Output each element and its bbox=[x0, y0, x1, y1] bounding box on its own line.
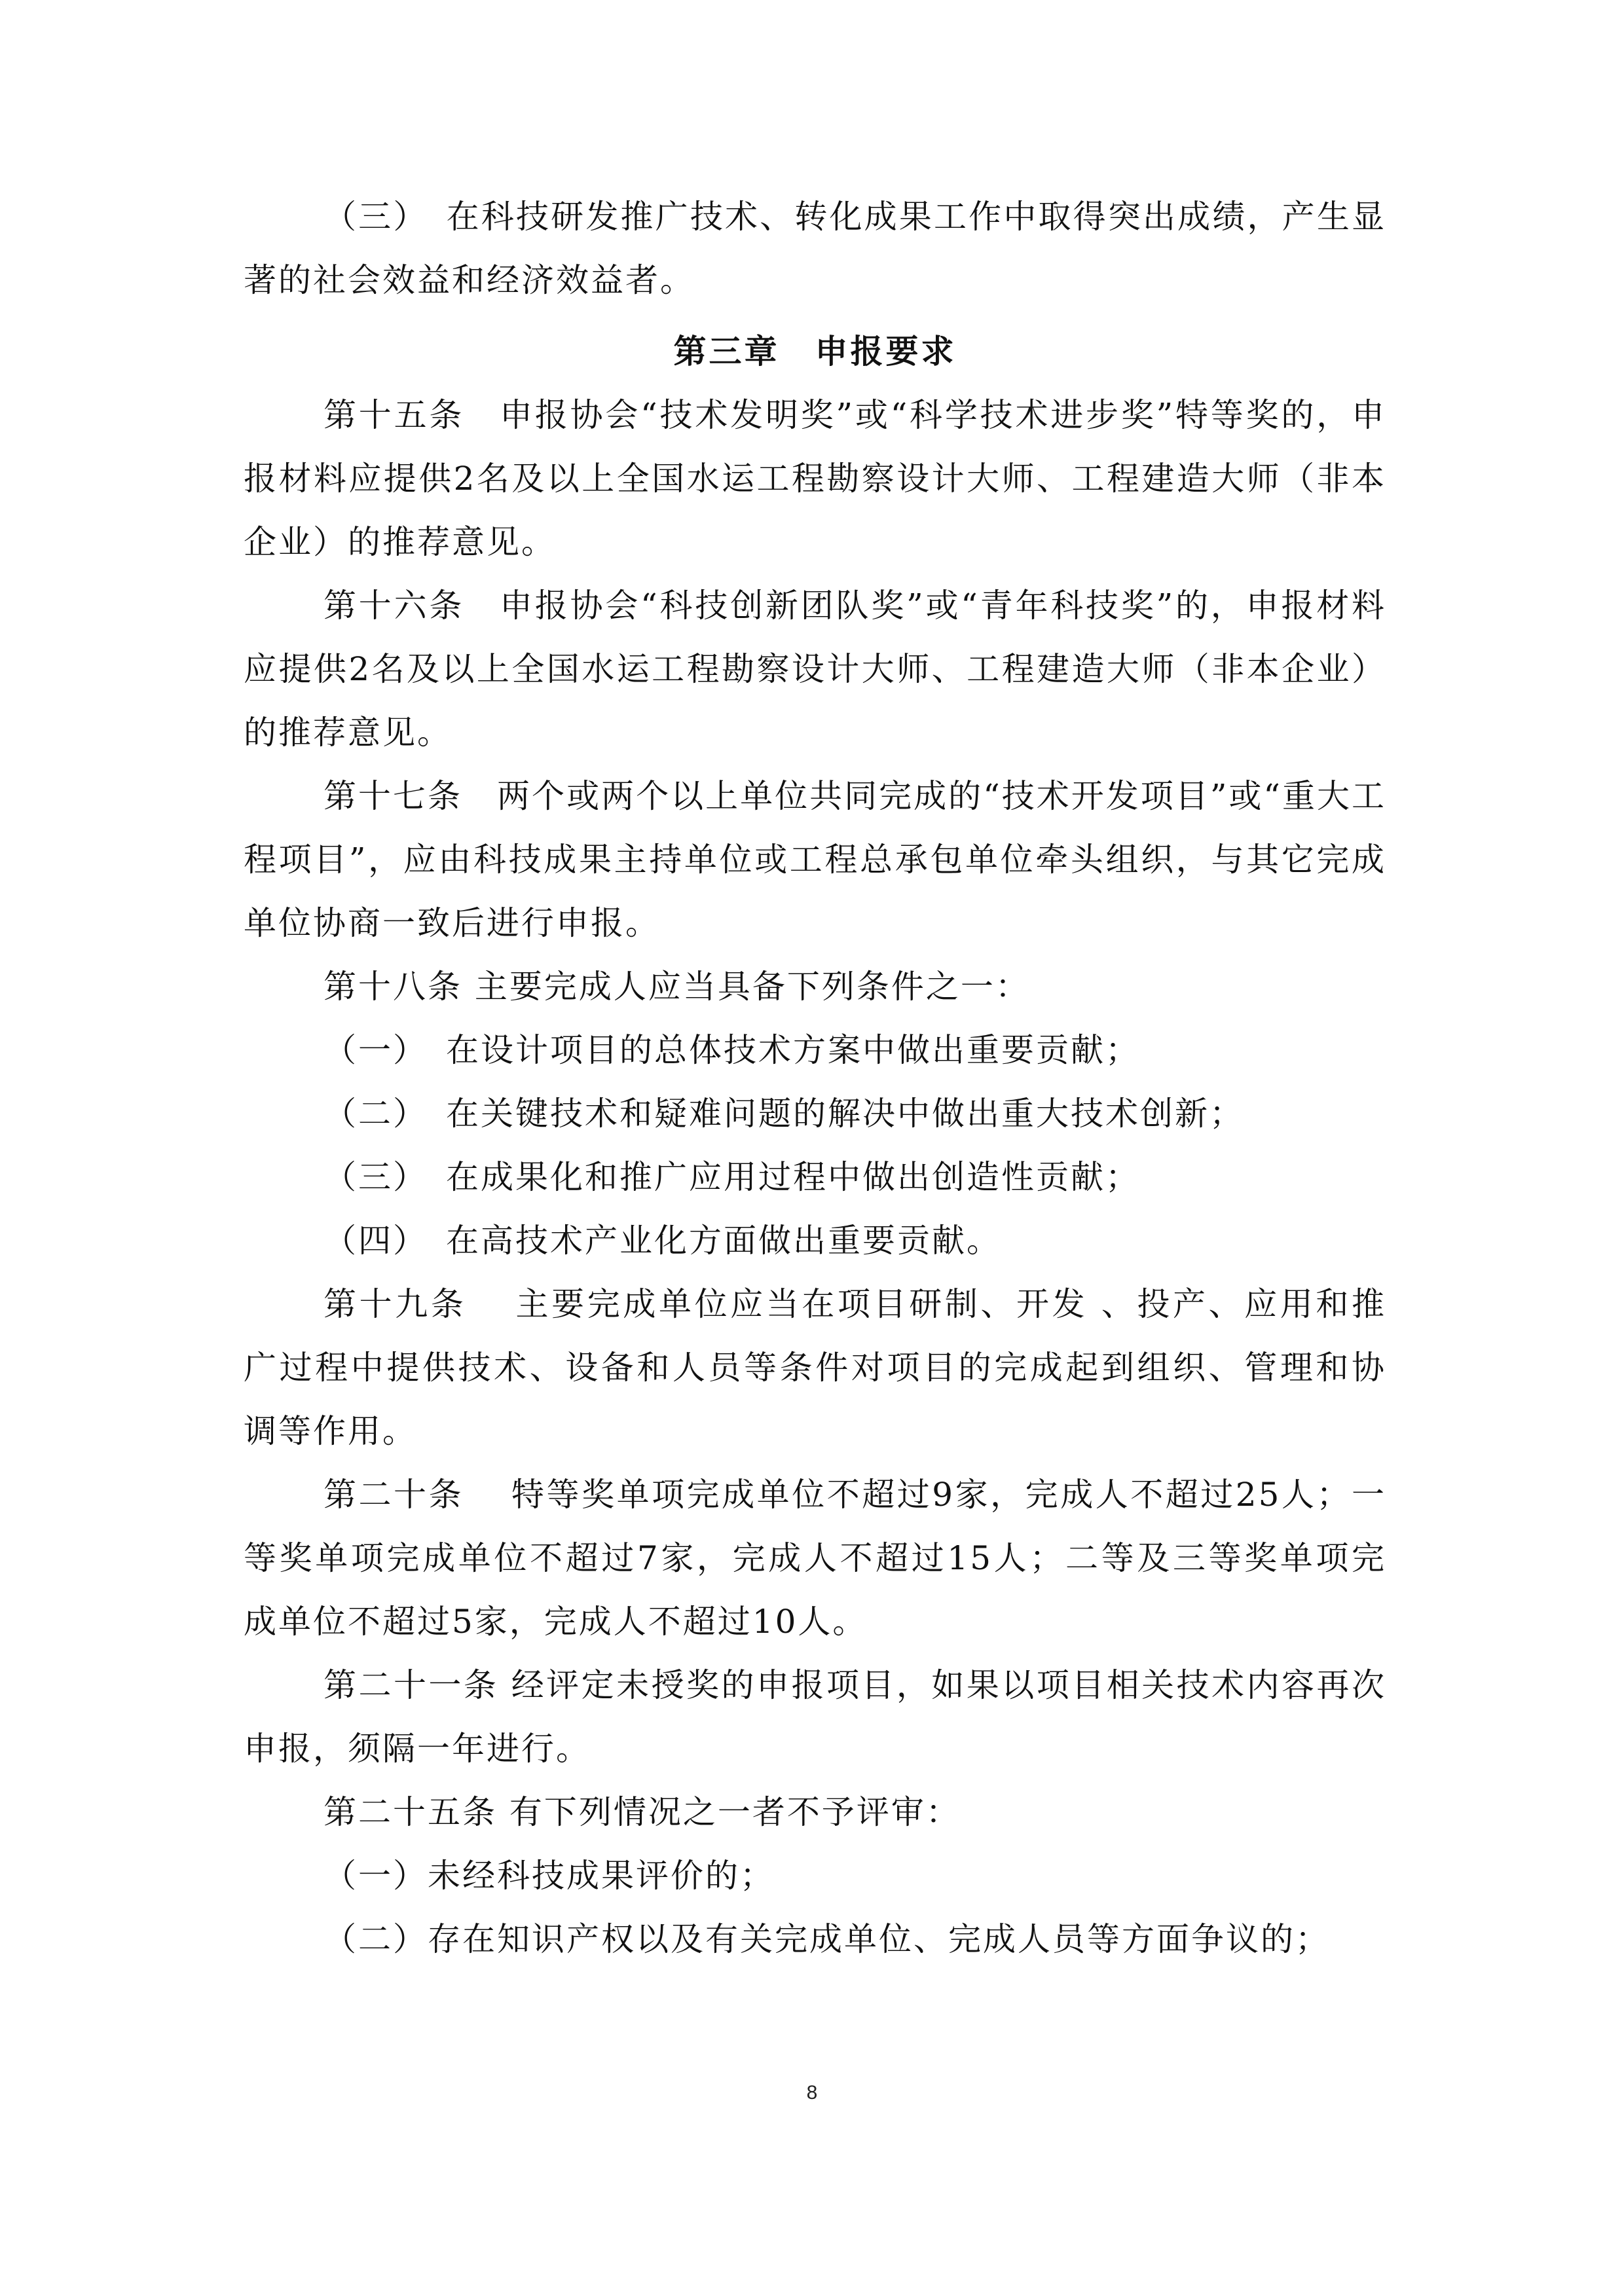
article-16: 第十六条 申报协会“科技创新团队奖”或“青年科技奖”的，申报材料应提供2名及以上全国水运工程勘察设计大师、工程建造大师（非本企业）的推荐意见。 bbox=[244, 587, 1386, 752]
chapter-heading: 第三章 申报要求 bbox=[673, 333, 957, 371]
article-18-item-1: （一） 在设计项目的总体技术方案中做出重要贡献； bbox=[323, 1031, 1140, 1069]
article-18-item-4: （四） 在高技术产业化方面做出重要贡献。 bbox=[323, 1222, 1001, 1260]
article-18-item-2: （二） 在关键技术和疑难问题的解决中做出重大技术创新； bbox=[323, 1095, 1244, 1133]
article-25-item-1: （一）未经科技成果评价的； bbox=[323, 1857, 775, 1895]
page-body bbox=[244, 185, 1386, 1971]
article-18-item-3: （三） 在成果化和推广应用过程中做出创造性贡献； bbox=[323, 1158, 1140, 1196]
page-number: 8 bbox=[806, 2082, 818, 2104]
article-19: 第十九条 主要完成单位应当在项目研制、开发 、投产、应用和推广过程中提供技术、设备和人员等条件对项目的完成起到组织、管理和协调等作用。 bbox=[244, 1285, 1386, 1450]
article-17: 第十七条 两个或两个以上单位共同完成的“技术开发项目”或“重大工程项目”，应由科技成果主持单位或工程总承包单位牵头组织，与其它完成单位协商一致后进行申报。 bbox=[244, 777, 1386, 942]
article-18: 第十八条 主要完成人应当具备下列条件之一： bbox=[323, 968, 1030, 1006]
article-15: 第十五条 申报协会“技术发明奖”或“科学技术进步奖”特等奖的，申报材料应提供2名及以上全国水运工程勘察设计大师、工程建造大师（非本企业）的推荐意见。 bbox=[244, 396, 1386, 561]
article-21: 第二十一条 经评定未授奖的申报项目，如果以项目相关技术内容再次申报，须隔一年进行。 bbox=[244, 1666, 1386, 1768]
article-20: 第二十条 特等奖单项完成单位不超过9家，完成人不超过25人；一等奖单项完成单位不超过7家，完成人不超过15人；二等及三等奖单项完成单位不超过5家，完成人不超过10人。 bbox=[244, 1476, 1386, 1641]
article-25-item-2: （二）存在知识产权以及有关完成单位、完成人员等方面争议的； bbox=[323, 1920, 1330, 1958]
clause-3-achievements: （三） 在科技研发推广技术、转化成果工作中取得突出成绩，产生显著的社会效益和经济效益者。 bbox=[244, 198, 1386, 299]
article-25: 第二十五条 有下列情况之一者不予评审： bbox=[323, 1793, 961, 1831]
